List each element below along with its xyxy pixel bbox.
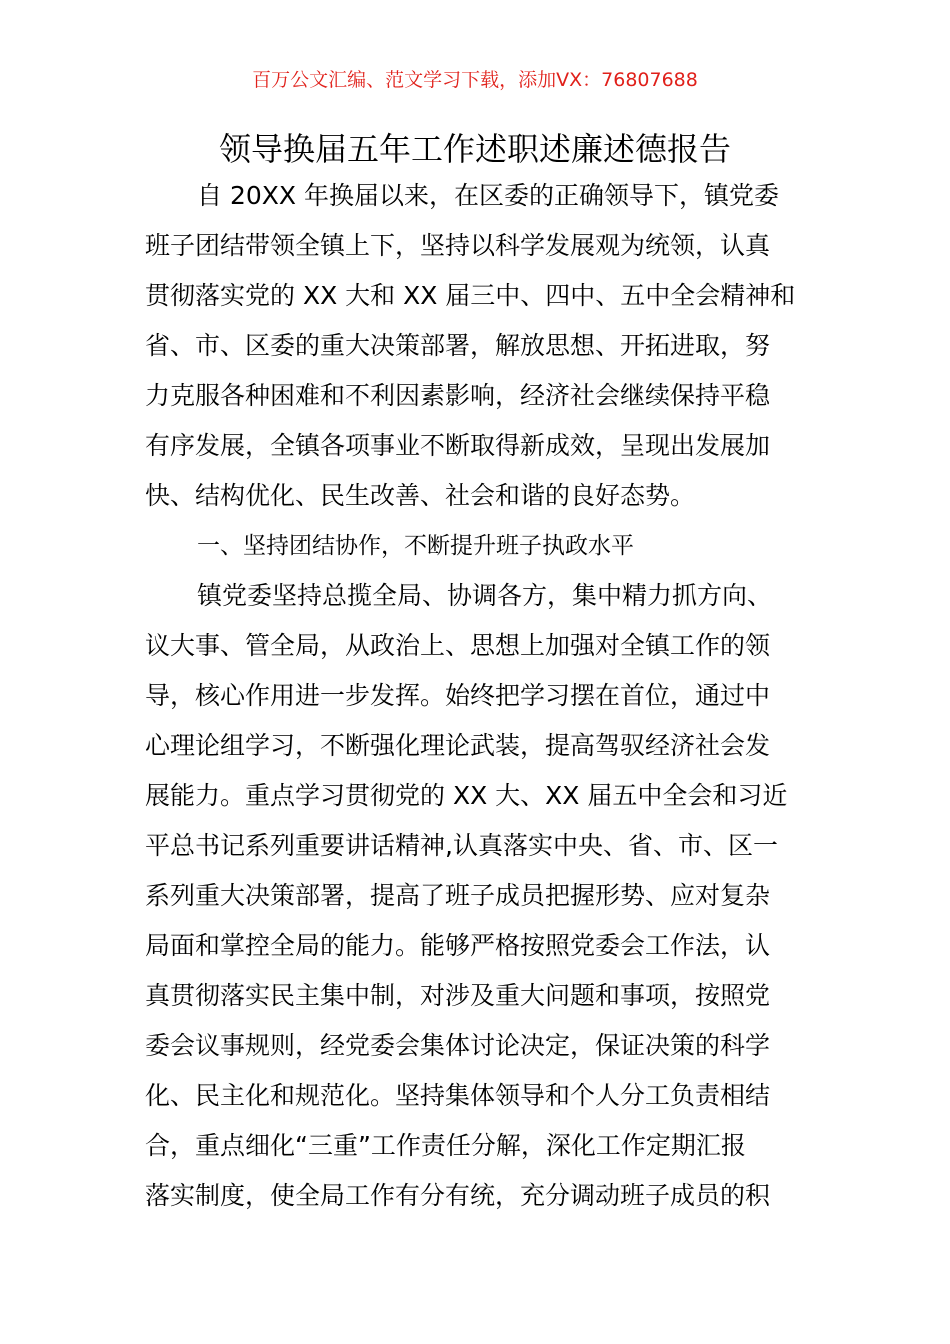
paragraph-line: 自 20XX 年换届以来，在区委的正确领导下，镇党委 xyxy=(197,181,779,210)
paragraph-line: 化、民主化和规范化。坚持集体领导和个人分工负责相结 xyxy=(145,1081,771,1110)
paragraph-line: 合，重点细化“三重”工作责任分解，深化工作定期汇报 xyxy=(145,1131,746,1160)
paragraph-line: 心理论组学习，不断强化理论武装，提高驾驭经济社会发 xyxy=(145,731,771,760)
paragraph-line: 导，核心作用进一步发挥。始终把学习摆在首位，通过中 xyxy=(145,681,771,710)
paragraph-line: 省、市、区委的重大决策部署，解放思想、开拓进取，努 xyxy=(145,331,771,360)
paragraph-line: 系列重大决策部署，提高了班子成员把握形势、应对复杂 xyxy=(145,881,771,910)
document-title: 领导换届五年工作述职述廉述德报告 xyxy=(218,130,731,168)
paragraph-line: 力克服各种困难和不利因素影响，经济社会继续保持平稳 xyxy=(145,381,771,410)
paragraph-line: 落实制度，使全局工作有分有统，充分调动班子成员的积 xyxy=(145,1181,771,1210)
paragraph-line: 局面和掌控全局的能力。能够严格按照党委会工作法，认 xyxy=(145,931,771,960)
paragraph-line: 班子团结带领全镇上下，坚持以科学发展观为统领，认真 xyxy=(145,231,771,260)
paragraph-line: 镇党委坚持总揽全局、协调各方，集中精力抓方向、 xyxy=(197,581,773,610)
document-body xyxy=(145,171,810,1221)
paragraph-line: 委会议事规则，经党委会集体讨论决定，保证决策的科学 xyxy=(145,1031,771,1060)
promo-header: 百万公文汇编、范文学习下载，添加VX：76807688 xyxy=(252,69,698,91)
paragraph-line: 议大事、管全局，从政治上、思想上加强对全镇工作的领 xyxy=(145,631,771,660)
paragraph-line: 有序发展，全镇各项事业不断取得新成效，呈现出发展加 xyxy=(145,431,771,460)
paragraph-line: 平总书记系列重要讲话精神,认真落实中央、省、市、区一 xyxy=(145,831,778,860)
paragraph-line: 贯彻落实党的 XX 大和 XX 届三中、四中、五中全会精神和 xyxy=(145,281,796,310)
paragraph-line: 快、结构优化、民生改善、社会和谐的良好态势。 xyxy=(145,481,696,510)
paragraph-line: 真贯彻落实民主集中制，对涉及重大问题和事项，按照党 xyxy=(145,981,771,1010)
section-heading: 一、坚持团结协作，不断提升班子执政水平 xyxy=(197,533,634,559)
paragraph-line: 展能力。重点学习贯彻党的 XX 大、XX 届五中全会和习近 xyxy=(145,781,788,810)
